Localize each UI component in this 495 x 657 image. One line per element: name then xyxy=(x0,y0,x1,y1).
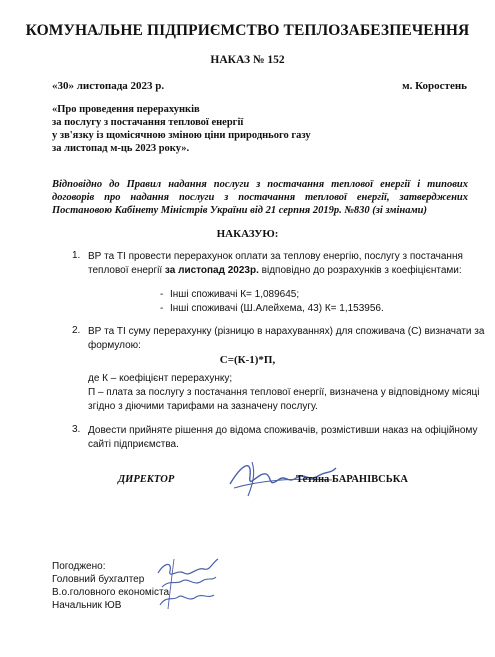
approval-role: Начальник ЮВ xyxy=(52,600,122,611)
order-heading: НАКАЗУЮ: xyxy=(216,228,279,240)
basis-line: Відповідно до Правил надання послуги з постачання теплової енергії і типових xyxy=(52,179,468,190)
coefficient-2: Інші споживачі (Ш.Алейхема, 43) К= 1,153956. xyxy=(170,303,384,314)
formula: С=(К-1)*П, xyxy=(219,354,276,366)
formula-where-2: П – плата за послугу з постачання теплової енергії, визначена у відповідному місяці xyxy=(88,387,480,398)
approval-role: Головний бухгалтер xyxy=(52,574,145,585)
coefficient-1: Інші споживачі К= 1,089645; xyxy=(170,289,300,300)
item2-line2: формулою: xyxy=(88,340,141,351)
approval-signatures xyxy=(152,555,222,613)
item-number: 3. xyxy=(72,424,81,435)
signatory-title: ДИРЕКТОР xyxy=(118,474,175,485)
subject-line: за послугу з постачання теплової енергії xyxy=(52,117,244,128)
coef-dash: - xyxy=(160,303,164,314)
item3-line2: сайті підприємства. xyxy=(88,439,179,450)
organization-title: КОМУНАЛЬНЕ ПІДПРИЄМСТВО ТЕПЛОЗАБЕЗПЕЧЕННЯ xyxy=(25,22,470,39)
subject-line: у зв'язку із щомісячною зміною ціни природнього газу xyxy=(52,130,311,141)
order-subject xyxy=(52,103,311,155)
signatory-name: Тетяна БАРАНІВСЬКА xyxy=(296,474,408,485)
item1-line1: ВР та ТІ провести перерахунок оплати за теплову енергію, послугу з постачання xyxy=(88,251,463,262)
coef-dash: - xyxy=(160,289,164,300)
item-number: 1. xyxy=(72,250,81,261)
legal-basis xyxy=(52,178,468,217)
formula-where-3: згідно з діючими тарифами на зазначену послугу. xyxy=(88,401,318,412)
order-city: м. Коростень xyxy=(402,80,467,92)
item1-line2-pre: теплової енергії xyxy=(88,265,165,276)
basis-line: Постановою Кабінету Міністрів України від 21 серпня 2019р. №830 (зі змінами) xyxy=(52,205,428,216)
item1-line2 xyxy=(88,264,462,278)
basis-line: договорів про надання послуги з постачання теплової енергії, затверджених xyxy=(52,192,468,203)
item1-period: за листопад 2023р. xyxy=(164,265,259,276)
order-number: НАКАЗ № 152 xyxy=(210,54,285,66)
formula-where-1: де К – коефіцієнт перерахунку; xyxy=(88,373,233,384)
item1-line2-post: відповідно до розрахунків з коефіцієнтами: xyxy=(258,265,462,276)
subject-line: «Про проведення перерахунків xyxy=(52,104,200,115)
subject-line: за листопад м-ць 2023 року». xyxy=(52,143,190,154)
approval-role: В.о.головного економіста xyxy=(52,587,170,598)
item2-line1: ВР та ТІ суму перерахунку (різницю в нарахуваннях) для споживача (С) визначати за xyxy=(88,326,485,337)
item3-line1: Довести прийняте рішення до відома споживачів, розмістивши наказ на офіційному xyxy=(88,425,478,436)
item-number: 2. xyxy=(72,325,81,336)
order-date: «30» листопада 2023 р. xyxy=(52,80,165,92)
approvals-heading: Погоджено: xyxy=(52,561,106,572)
